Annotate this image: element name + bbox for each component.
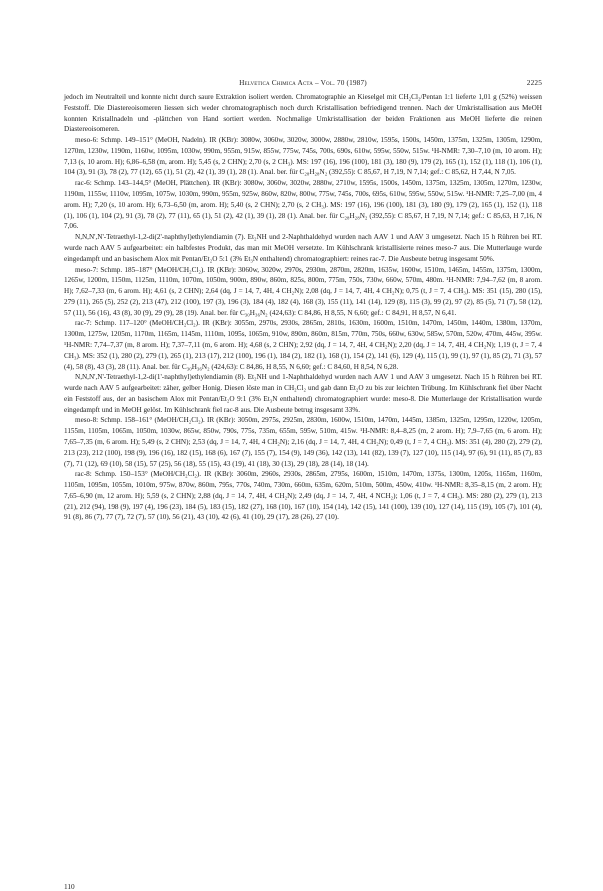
paragraph: rac-7: Schmp. 117–120° (MeOH/CH₂Cl₂). IR (KBr): 3055m, 2970s, 2930s, 2865m, 2810s, 1630m, 1600m, 1510m, 1470m, 1450m, 1440m, 1380m, 1370m, 1300m, 1275w, 1205m, 1170m, 1165m, 1145m, 1110m, 1095s, 1065m, 910w, 890m, 860m, 815m, 770m, 750s, 660w, 630w, 585w, 570m, 520w, 470m, 445w, 395w. ¹H-NMR: 7,74–7,37 (m, 8 arom. H); 7,37–7,11 (m, 6 arom. H); 4,68 (s, 2 CHN); 2,92 (dq, J = 14, 7, 4H, 4 CH₂N); 2,20 (dq, J = 14, 7, 4H, 4 CH₂N); 1,19 (t, J = 7, 4 CH₃). MS: 352 (1), 280 (2), 279 (1), 265 (1), 213 (17), 212 (100), 196 (1), 184 (2), 182 (1), 168 (1), 154 (2), 141 (6), 129 (4), 115 (1), 99 (1), 97 (1), 85 (2), 71 (3), 57 (4), 58 (8), 43 (3), 28 (11). Anal. ber. für C₃₀H₃₆N₂ (424,63): C 84,86, H 8,55, N 6,60; gef.: C 84,60, H 8,54, N 6,28.	[64, 319, 542, 371]
page-number: 2225	[526, 78, 542, 87]
journal-title: Helvetica Chimica Acta – Vol. 70 (1987)	[239, 78, 367, 87]
paragraph: rac-8: Schmp. 150–153° (MeOH/CH₂Cl₂). IR (KBr): 3060m, 2960s, 2930s, 2865m, 2795s, 1600m, 1510m, 1470m, 1375s, 1300m, 1205s, 1165m, 1160m, 1105m, 1095m, 1055m, 1010m, 975w, 870w, 860m, 795s, 770s, 740m, 730m, 660m, 635m, 620m, 510m, 500m, 450w, 410w. ¹H-NMR: 8,35–8,15 (m, 2 arom. H); 7,65–6,90 (m, 12 arom. H); 5,59 (s, 2 CHN); 2,88 (dq, J = 14, 7, 4H, 4 CH₂N); 2,49 (dq, J = 14, 7, 4H, 4 NCH₂); 1,06 (t, J = 7, 4 CH₃). MS: 280 (2), 279 (1), 213 (21), 212 (94), 198 (9), 197 (4), 196 (23), 184 (5), 183 (15), 182 (27), 168 (10), 167 (10), 154 (14), 142 (15), 141 (100), 139 (10), 127 (14), 115 (19), 105 (7), 101 (4), 91 (8), 86 (7), 77 (7), 72 (7), 57 (10), 56 (21), 43 (10), 42 (6), 41 (10), 29 (17), 28 (26), 27 (10).	[64, 470, 542, 522]
body-text	[64, 92, 542, 523]
paragraph: rac-6: Schmp. 143–144,5° (MeOH, Plättchen). IR (KBr): 3080w, 3060w, 3020w, 2880w, 2710w, 1595s, 1500s, 1450m, 1375m, 1325m, 1305m, 1270m, 1230w, 1190m, 1155w, 1110w, 1095m, 1075w, 1030m, 990m, 955m, 925w, 860w, 820w, 800w, 775w, 745s, 700s, 695s, 610w, 595w, 550w, 515w. ¹H-NMR: 7,25–7,00 (m, 4 arom. H); 7,20 (s, 10 arom. H); 6,73–6,50 (m, arom. H); 5,40 (s, 2 CHN); 2,70 (s, 2 CH₃). MS: 197 (16), 196 (100), 181 (3), 180 (9), 179 (2), 165 (1), 152 (1), 118 (1), 106 (1), 104 (2), 91 (3), 78 (2), 77 (11), 65 (1), 51 (2), 42 (1), 39 (1), 28 (1). Anal. ber. für C₂₈H₂₈N₂ (392,55): C 85,67, H 7,19, N 7,14; gef.: C 85,63, H 7,16, N 7,06.	[64, 179, 542, 231]
folio-number: 110	[64, 882, 75, 891]
running-header	[64, 78, 542, 88]
paragraph: meso-7: Schmp. 185–187° (MeOH/CH₂Cl₂). IR (KBr): 3060w, 3020w, 2970s, 2930m, 2870m, 2820m, 1635w, 1600w, 1510m, 1465m, 1455m, 1375m, 1300m, 1265w, 1200m, 1150m, 1125m, 1110m, 1070m, 1050m, 900m, 890w, 860m, 825s, 800m, 775m, 750s, 730w, 660w, 570m, 480m. ¹H-NMR: 7,94–7,62 (m, 8 arom. H); 7,62–7,33 (m, 6 arom. H); 4,61 (s, 2 CHN); 2,64 (dq, J = 14, 7, 4H, 4 CH₂N); 2,08 (dq, J = 14, 7, 4H, 4 CH₂N); 0,75 (t, J = 7, 4 CH₃). MS: 351 (15), 280 (15), 279 (11), 265 (5), 252 (2), 213 (47), 212 (100), 197 (3), 196 (3), 184 (4), 182 (4), 168 (3), 155 (11), 141 (14), 129 (8), 115 (3), 99 (2), 97 (2), 85 (5), 71 (7), 58 (12), 57 (11), 56 (16), 43 (8), 30 (9), 29 (9), 28 (19). Anal. ber. für C₃₀H₃₆N₂ (424,63): C 84,86, H 8,55, N 6,60; gef.: C 84,91, H 8,57, N 6,41.	[64, 265, 542, 317]
paragraph: meso-6: Schmp. 149–151° (MeOH, Nadeln). IR (KBr): 3080w, 3060w, 3020w, 3000w, 2880w, 2810w, 1595s, 1500s, 1450m, 1375m, 1325m, 1305m, 1290m, 1270m, 1230w, 1190m, 1160w, 1095m, 1030w, 990m, 955m, 915w, 855w, 775w, 745s, 700s, 690s, 610w, 595w, 550w, 515w. ¹H-NMR: 7,30–7,10 (m, 10 arom. H); 7,13 (s, 10 arom. H); 6,86–6,58 (m, arom. H); 5,45 (s, 2 CHN); 2,70 (s, 2 CH₃). MS: 197 (16), 196 (100), 181 (3), 180 (9), 179 (2), 165 (1), 152 (1), 118 (1), 106 (1), 104 (3), 91 (3), 78 (2), 77 (12), 65 (1), 51 (2), 42 (1), 39 (1), 28 (1). Anal. ber. für C₂₈H₂₈N₂ (392,55): C 85,67, H 7,19, N 7,14; gef.: C 85,62, H 7,44, N 7,05.	[64, 136, 542, 177]
paragraph: N,N,N',N'-Tetraethyl-1,2-di(2'-naphthyl)ethylendiamin (7). Et₂NH und 2-Naphthaldehyd wurden nach AAV 1 und AAV 3 umgesetzt. Nach 15 h Rühren bei RT. wurde nach AAV 5 aufgearbeitet: ein halbfestes Produkt, das man mit MeOH versetzte. Im Kühlschrank kristallisierte reines meso-7 aus. Die Mutterlauge wurde eingedampft und an basischem Alox mit Pentan/Et₂O 5:1 (3% Et₃N enthaltend) chromatographiert: reines rac-7. Die Ausbeute betrug insgesamt 50%.	[64, 233, 542, 263]
paragraph: meso-8: Schmp. 158–161° (MeOH/CH₂Cl₂). IR (KBr): 3050m, 2975s, 2925m, 2830m, 1600w, 1510m, 1470m, 1445m, 1385m, 1325m, 1295m, 1220w, 1205m, 1155m, 1105m, 1065m, 1050m, 1030w, 865w, 850w, 790s, 775s, 735m, 655m, 595w, 510m, 415w. ¹H-NMR: 8,4–8,25 (m, 2 arom. H); 7,9–7,65 (m, 6 arom. H); 7,65–7,35 (m, 6 arom. H); 5,49 (s, 2 CHN); 2,53 (dq, J = 14, 7, 4H, 4 CH₂N); 2,16 (dq, J = 14, 7, 4H, 4 CH₂N); 0,49 (t, J = 7, 4 CH₃). MS: 351 (4), 280 (2), 279 (2), 213 (23), 212 (100), 198 (9), 196 (16), 182 (15), 168 (6), 167 (7), 155 (7), 154 (9), 149 (36), 142 (13), 141 (82), 139 (7), 127 (10), 115 (14), 97 (6), 91 (11), 85 (7), 83 (7), 71 (12), 69 (10), 58 (15), 57 (25), 56 (18), 55 (15), 43 (19), 41 (18), 30 (13), 29 (18), 28 (14), 18 (14).	[64, 416, 542, 468]
paragraph: jedoch im Neutralteil und konnte nicht durch saure Extraktion isoliert werden. Chromatographie an Kieselgel mit CH₂Cl₂/Pentan 1:1 lieferte 1,01 g (52%) weissen Feststoff. Die Diastereoisomeren liessen sich weder chromatographisch noch durch Kristallisation befriedigend trennen. Nach der Umkristallisation aus MeOH konnten Kristallnadeln und -plättchen von Hand sortiert werden. Nochmalige Umkristallisation der beiden Fraktionen aus MeOH lieferte die reinen Diastereoisomeren.	[64, 93, 542, 134]
paragraph: N,N,N',N'-Tetraethyl-1,2-di(1'-naphthyl)ethylendiamin (8). Et₂NH und 1-Naphthaldehyd wurden nach AAV 1 und AAV 3 umgesetzt. Nach 15 h Rühren bei RT. wurde nach AAV 5 aufgearbeitet: zäher, gelber Honig. Diesen löste man in CH₂Cl₂ und gab dann Et₂O zu bis zur leichten Trübung. Im Kühlschrank fiel über Nacht ein Feststoff aus, der an basischem Alox mit Pentan/Et₂O 9:1 (3% Et₃N enthaltend) chromatographiert wurde: meso-8. Die Mutterlauge der Kristallisation wurde eingedampft und in MeOH gelöst. Im Kühlschrank fiel rac-8 aus. Die Ausbeute betrug insgesamt 33%.	[64, 373, 542, 414]
